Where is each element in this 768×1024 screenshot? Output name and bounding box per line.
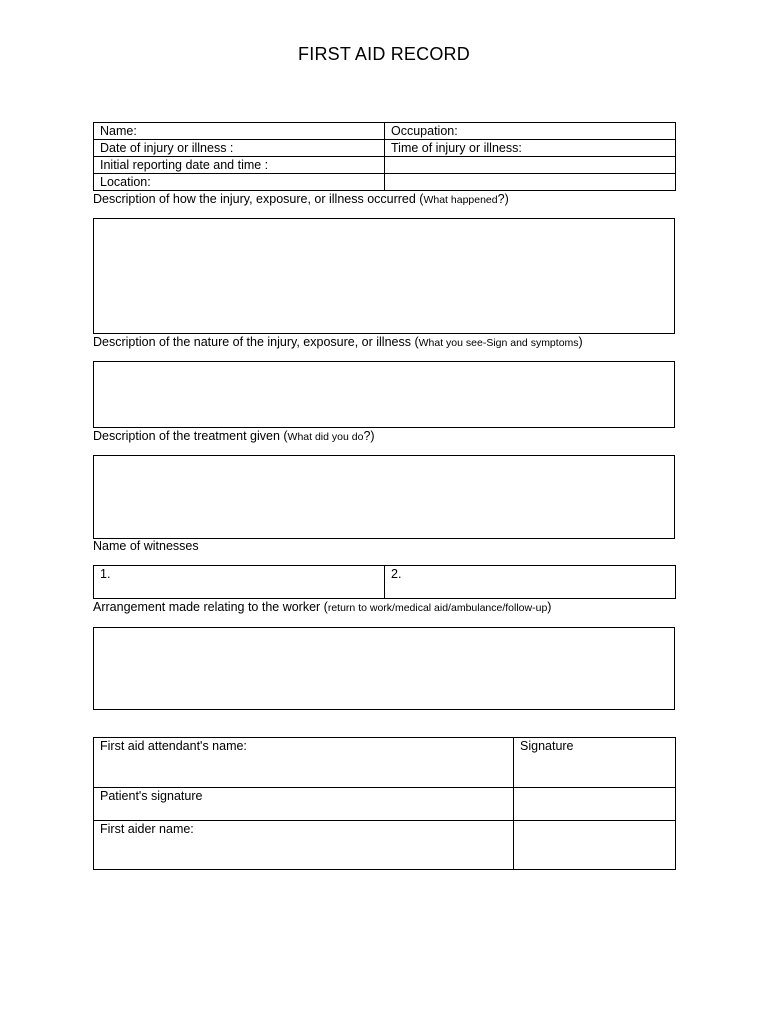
- nature-hint: What you see-Sign and symptoms: [418, 337, 579, 349]
- treatment-close: ?): [363, 429, 375, 443]
- empty-cell[interactable]: [385, 174, 676, 191]
- witnesses-table: [93, 565, 676, 599]
- time-of-injury-field[interactable]: Time of injury or illness:: [385, 140, 676, 157]
- arrangement-box[interactable]: [93, 627, 675, 710]
- info-table: [93, 122, 676, 191]
- treatment-hint: What did you do: [287, 431, 364, 443]
- nature-box[interactable]: [93, 361, 675, 428]
- signature-table: [93, 737, 676, 870]
- how-occurred-text: Description of how the injury, exposure, or illness occurred (: [93, 192, 424, 206]
- treatment-label: [93, 428, 375, 445]
- page-title: FIRST AID RECORD: [298, 44, 470, 64]
- attendant-name-field[interactable]: First aid attendant's name:: [94, 738, 514, 788]
- how-occurred-close: ?): [497, 192, 509, 206]
- arrangement-hint: return to work/medical aid/ambulance/follow-up: [327, 602, 548, 614]
- treatment-text: Description of the treatment given (: [93, 429, 288, 443]
- name-field[interactable]: Name:: [94, 123, 385, 140]
- how-occurred-hint: What happened: [423, 194, 498, 206]
- arrangement-label: [93, 599, 551, 616]
- how-occurred-box[interactable]: [93, 218, 675, 334]
- location-field[interactable]: Location:: [94, 174, 385, 191]
- arrangement-text: Arrangement made relating to the worker (: [93, 600, 328, 614]
- empty-cell[interactable]: [385, 157, 676, 174]
- first-aider-name-field[interactable]: First aider name:: [94, 821, 514, 870]
- treatment-box[interactable]: [93, 455, 675, 539]
- patient-signature-field[interactable]: Patient's signature: [94, 788, 514, 821]
- witness-1-field[interactable]: 1.: [94, 566, 385, 599]
- empty-cell[interactable]: [514, 821, 676, 870]
- nature-text: Description of the nature of the injury, exposure, or illness (: [93, 335, 419, 349]
- signature-field[interactable]: Signature: [514, 738, 676, 788]
- nature-close: ): [578, 335, 583, 349]
- empty-cell[interactable]: [514, 788, 676, 821]
- date-of-injury-field[interactable]: Date of injury or illness :: [94, 140, 385, 157]
- arrangement-close: ): [547, 600, 552, 614]
- witness-2-field[interactable]: 2.: [385, 566, 676, 599]
- initial-reporting-field[interactable]: Initial reporting date and time :: [94, 157, 385, 174]
- occupation-field[interactable]: Occupation:: [385, 123, 676, 140]
- witnesses-label: Name of witnesses: [93, 539, 199, 553]
- nature-label: [93, 334, 583, 351]
- how-occurred-label: [93, 191, 509, 208]
